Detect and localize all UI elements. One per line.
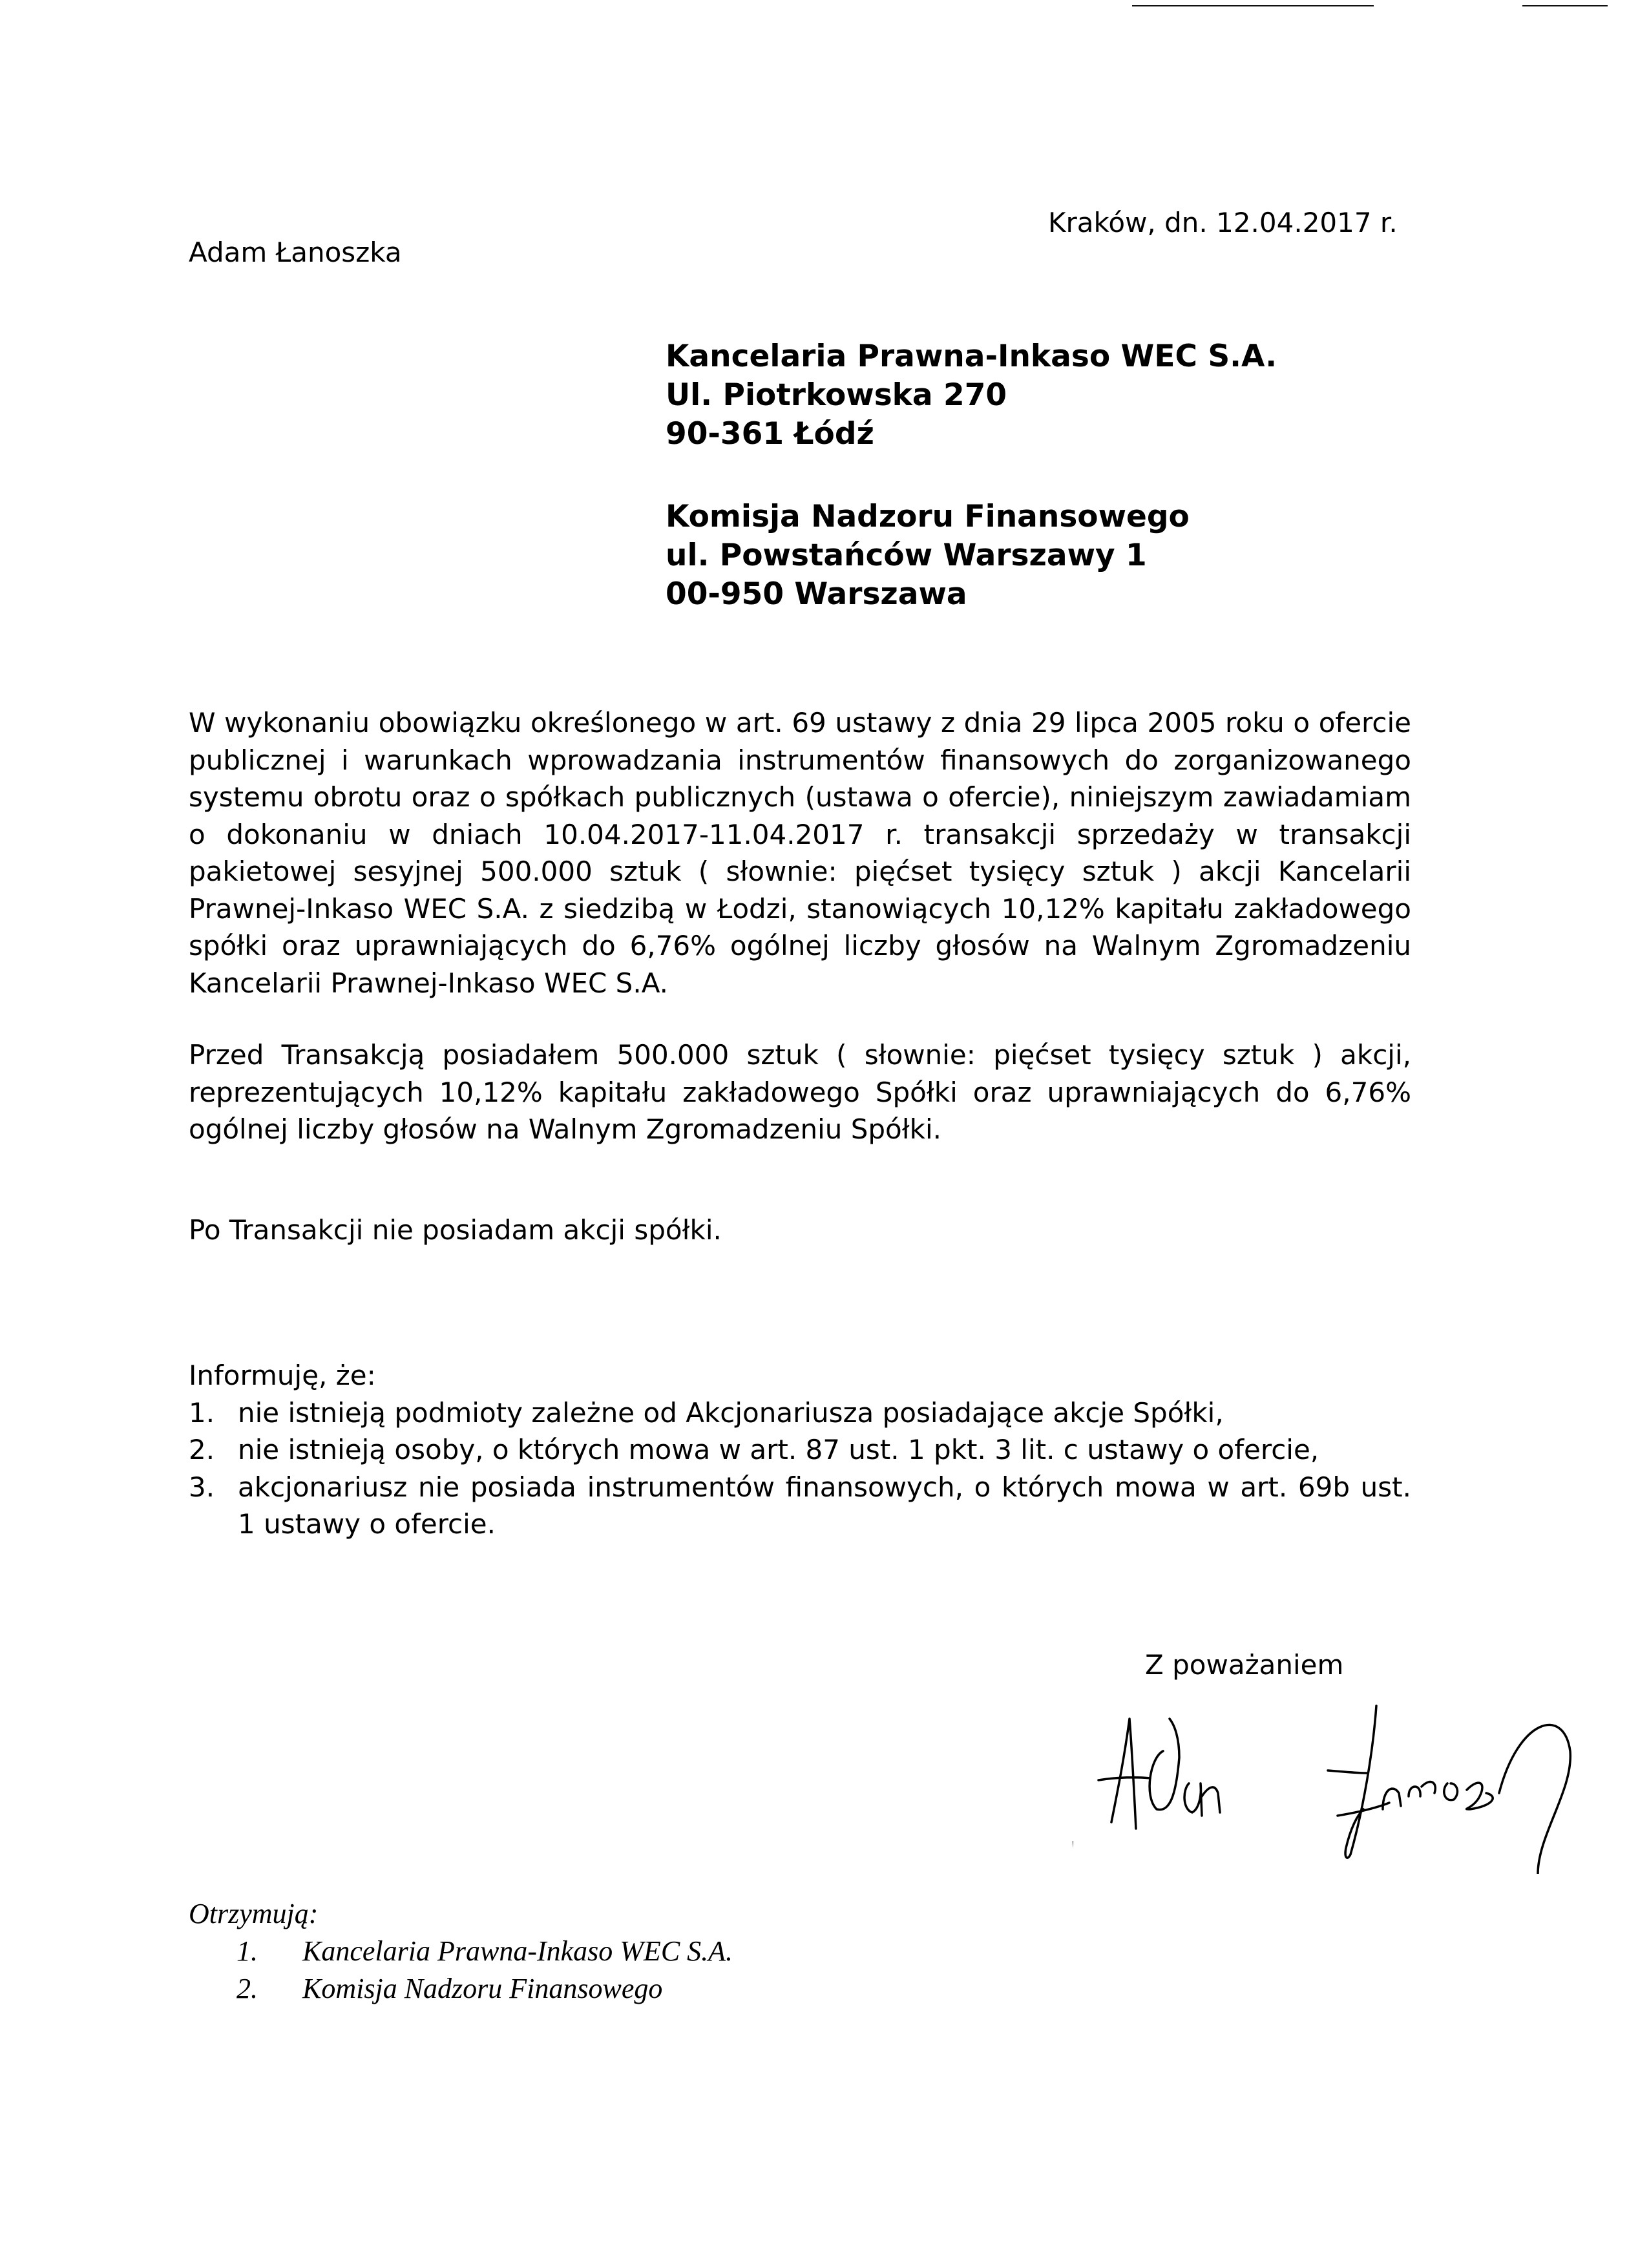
addressee-block-2 — [666, 498, 1190, 614]
information-list — [189, 1394, 1411, 1543]
list-item-text: nie istnieją osoby, o których mowa w art. 87 ust. 1 pkt. 3 lit. c ustawy o ofercie, — [238, 1434, 1319, 1465]
signature-stroke-dam — [1150, 1719, 1220, 1816]
list-item-text: akcjonariusz nie posiada instrumentów finansowych, o których mowa w art. 69b ust. 1 ustawy o ofercie. — [238, 1471, 1411, 1540]
addressee-1-city: 90-361 Łódź — [666, 416, 874, 452]
closing-salutation: Z poważaniem — [1145, 1649, 1344, 1681]
addressee-2-city: 00-950 Warszawa — [666, 576, 967, 612]
list-item-number: 1. — [189, 1396, 215, 1429]
signature-stroke-a — [1098, 1719, 1150, 1829]
list-item-number: 3. — [189, 1471, 215, 1503]
body-paragraph-notification: W wykonaniu obowiązku określonego w art. 69 ustawy z dnia 29 lipca 2005 roku o ofercie publicznej i warunkach wprowadzania instrumentów finansowych do zorganizowanego systemu obrotu oraz o spółkach publicznych (ustawa o ofercie), niniejszym zawiadamiam o dokonaniu w dniach 10.04.2017-11.04.2017 r. transakcji sprzedaży w transakcji pakietowej sesyjnej 500.000 sztuk ( słownie: pięćset tysięcy sztuk ) akcji Kancelarii Prawnej-Inkaso WEC S.A. z siedzibą w Łodzi, stanowiących 10,12% kapitału zakładowego spółki oraz uprawniających do 6,76% ogólnej liczby głosów na Walnym Zgromadzeniu Kancelarii Prawnej-Inkaso WEC S.A. — [189, 707, 1411, 999]
recipient-item — [189, 1933, 733, 1970]
addressee-1-name: Kancelaria Prawna-Inkaso WEC S.A. — [666, 339, 1277, 374]
sender-name: Adam Łanoszka — [189, 236, 402, 268]
scan-artifact-line — [1132, 5, 1608, 6]
information-list-item — [189, 1394, 1411, 1432]
information-list-item — [189, 1431, 1411, 1469]
information-list-item — [189, 1469, 1411, 1543]
recipient-name: Komisja Nadzoru Finansowego — [302, 1973, 663, 2004]
information-intro: Informuję, że: — [189, 1360, 376, 1391]
recipients-list — [189, 1933, 733, 2008]
recipients-heading: Otrzymują: — [189, 1898, 319, 1929]
list-item-text: nie istnieją podmioty zależne od Akcjonariusza posiadające akcje Spółki, — [238, 1396, 1224, 1429]
addressee-1-street: Ul. Piotrkowska 270 — [666, 377, 1007, 413]
body-paragraph-before-transaction: Przed Transakcją posiadałem 500.000 sztuk ( słownie: pięćset tysięcy sztuk ) akcji, reprezentujących 10,12% kapitału zakładowego Spółki oraz uprawniających do 6,76% ogólnej liczby głosów na Walnym Zgromadzeniu Spółki. — [189, 1039, 1411, 1145]
handwritten-signature — [1073, 1680, 1628, 1874]
recipient-number: 1. — [236, 1935, 258, 1967]
information-section — [189, 1357, 1411, 1543]
signature-stroke-l — [1328, 1706, 1389, 1858]
recipient-number: 2. — [236, 1973, 258, 2004]
place-and-date: Kraków, dn. 12.04.2017 r. — [1048, 207, 1398, 238]
recipients-section — [189, 1895, 733, 2008]
recipient-item — [189, 1970, 733, 2008]
scan-artifact-gap — [1374, 5, 1522, 6]
list-item-number: 2. — [189, 1434, 215, 1465]
signature-stroke-anoszka — [1383, 1725, 1570, 1874]
body-paragraph-after-transaction: Po Transakcji nie posiadam akcji spółki. — [189, 1214, 722, 1246]
recipient-name: Kancelaria Prawna-Inkaso WEC S.A. — [302, 1935, 733, 1967]
addressee-block-1 — [666, 337, 1277, 454]
addressee-2-street: ul. Powstańców Warszawy 1 — [666, 538, 1147, 573]
addressee-2-name: Komisja Nadzoru Finansowego — [666, 499, 1190, 534]
